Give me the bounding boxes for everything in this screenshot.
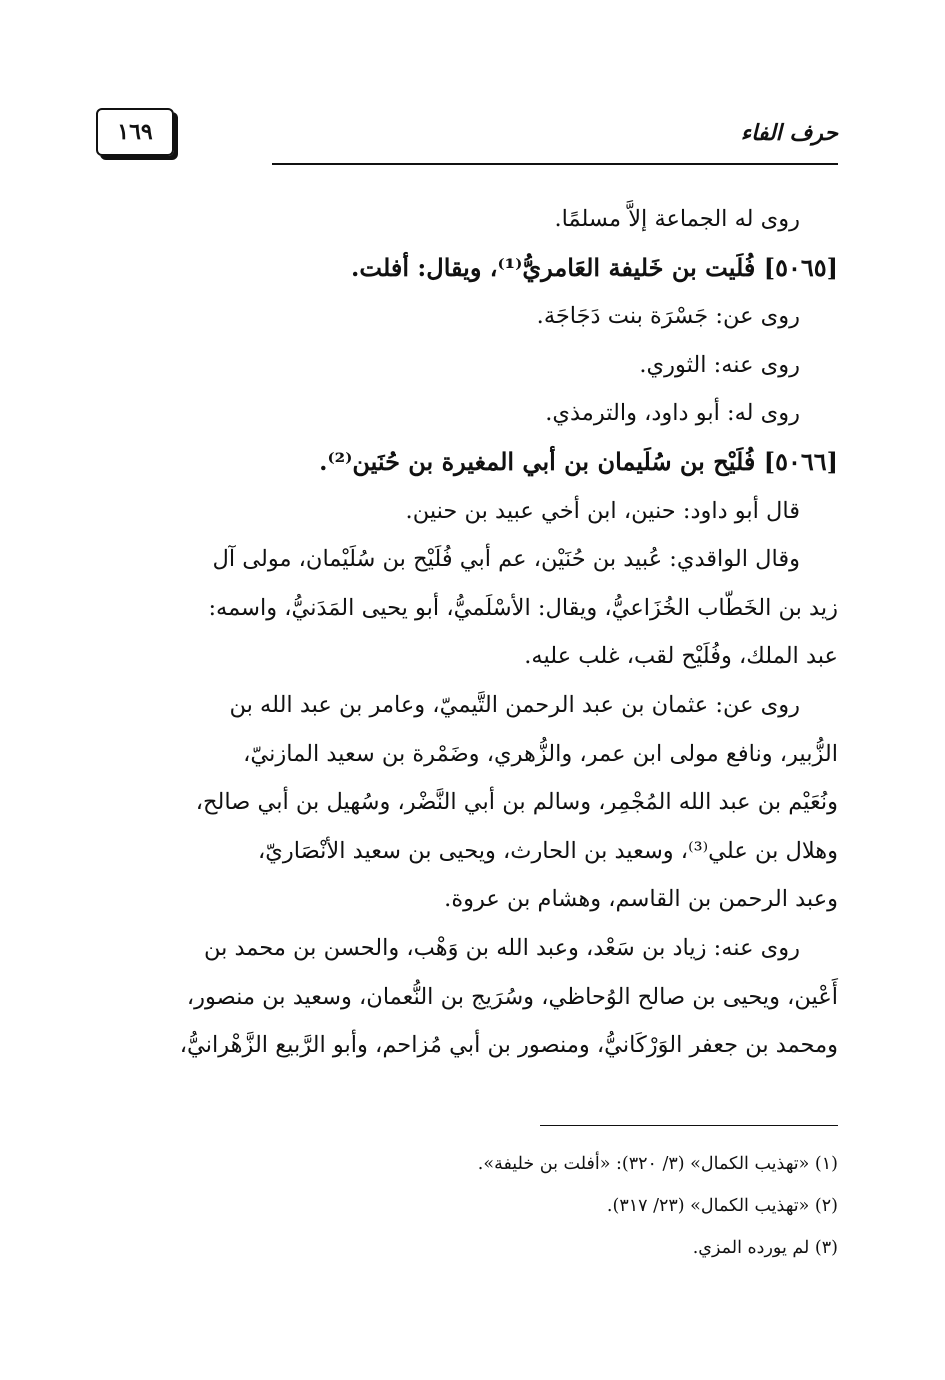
text-line: روى عنه: الثوري. [639,351,800,378]
text-line: ومحمد بن جعفر الوَرْكَانيُّ، ومنصور بن أبي مُزاحم، وأبو الرَّبيع الزَّهْرانيُّ، [179,1032,838,1059]
text-line: قال أبو داود: حنين، ابن أخي عبيد بن حنين. [405,497,800,524]
text-line: روى عن: جَسْرَة بنت دَجَاجَة. [536,303,800,330]
footnotes [96,1143,838,1269]
footnote-rule [540,1125,838,1126]
header-rule [272,163,838,165]
text-line: وقال الواقدي: عُبيد بن حُنَيْن، عم أبي فُلَيْح بن سُلَيْمان، مولى آل [212,546,800,573]
text-line: وعبد الرحمن بن القاسم، وهشام بن عروة. [444,886,838,913]
text-line: الزُّبير، ونافع مولى ابن عمر، والزُّهري، وضَمْرة بن سعيد المازنيّ، [243,740,838,767]
text-line: عبد الملك، وفُلَيْح لقب، غلب عليه. [524,643,838,670]
entry-heading: [٥٠٦٥] فُلَيت بن خَليفة العَامريُّ⁽¹⁾، ويقال: أفلت. [351,252,838,282]
main-text [96,195,838,1070]
footnote: (٢) «تهذيب الكمال» (٢٣/ ٣١٧). [606,1196,838,1216]
page-header [96,108,838,170]
running-title: حرف الفاء [740,120,838,146]
text-line: ونُعَيْم بن عبد الله المُجْمِر، وسالم بن أبي النَّضْر، وسُهيل بن أبي صالح، [195,789,838,816]
text-line: روى عنه: زياد بن سَعْد، وعبد الله بن وَهْب، والحسن بن محمد بن [203,934,800,961]
entry-heading: [٥٠٦٦] فُلَيْح بن سُلَيمان بن أبي المغيرة بن حُنَين⁽²⁾. [319,446,838,476]
text-line: زيد بن الخَطّاب الخُزَاعيُّ، ويقال: الأسْلَميُّ، أبو يحيى المَدَنيُّ، واسمه: [208,594,838,621]
text-line: روى عن: عثمان بن عبد الرحمن التَّيميّ، وعامر بن عبد الله بن [229,691,800,718]
text-line: وهلال بن علي⁽³⁾، وسعيد بن الحارث، ويحيى بن سعيد الأنْصَاريّ، [258,837,838,864]
page-number: ١٦٩ [96,108,174,156]
text-line: أَعْين، ويحيى بن صالح الوُحاظي، وسُرَيج بن النُّعمان، وسعيد بن منصور، [186,983,838,1010]
footnote: (١) «تهذيب الكمال» (٣/ ٣٢٠): «أفلت بن خليفة». [477,1154,838,1174]
text-line: روى له: أبو داود، والترمذي. [545,400,800,427]
text-line: روى له الجماعة إلاَّ مسلمًا. [554,206,800,232]
footnote: (٣) لم يورده المزي. [692,1238,838,1258]
